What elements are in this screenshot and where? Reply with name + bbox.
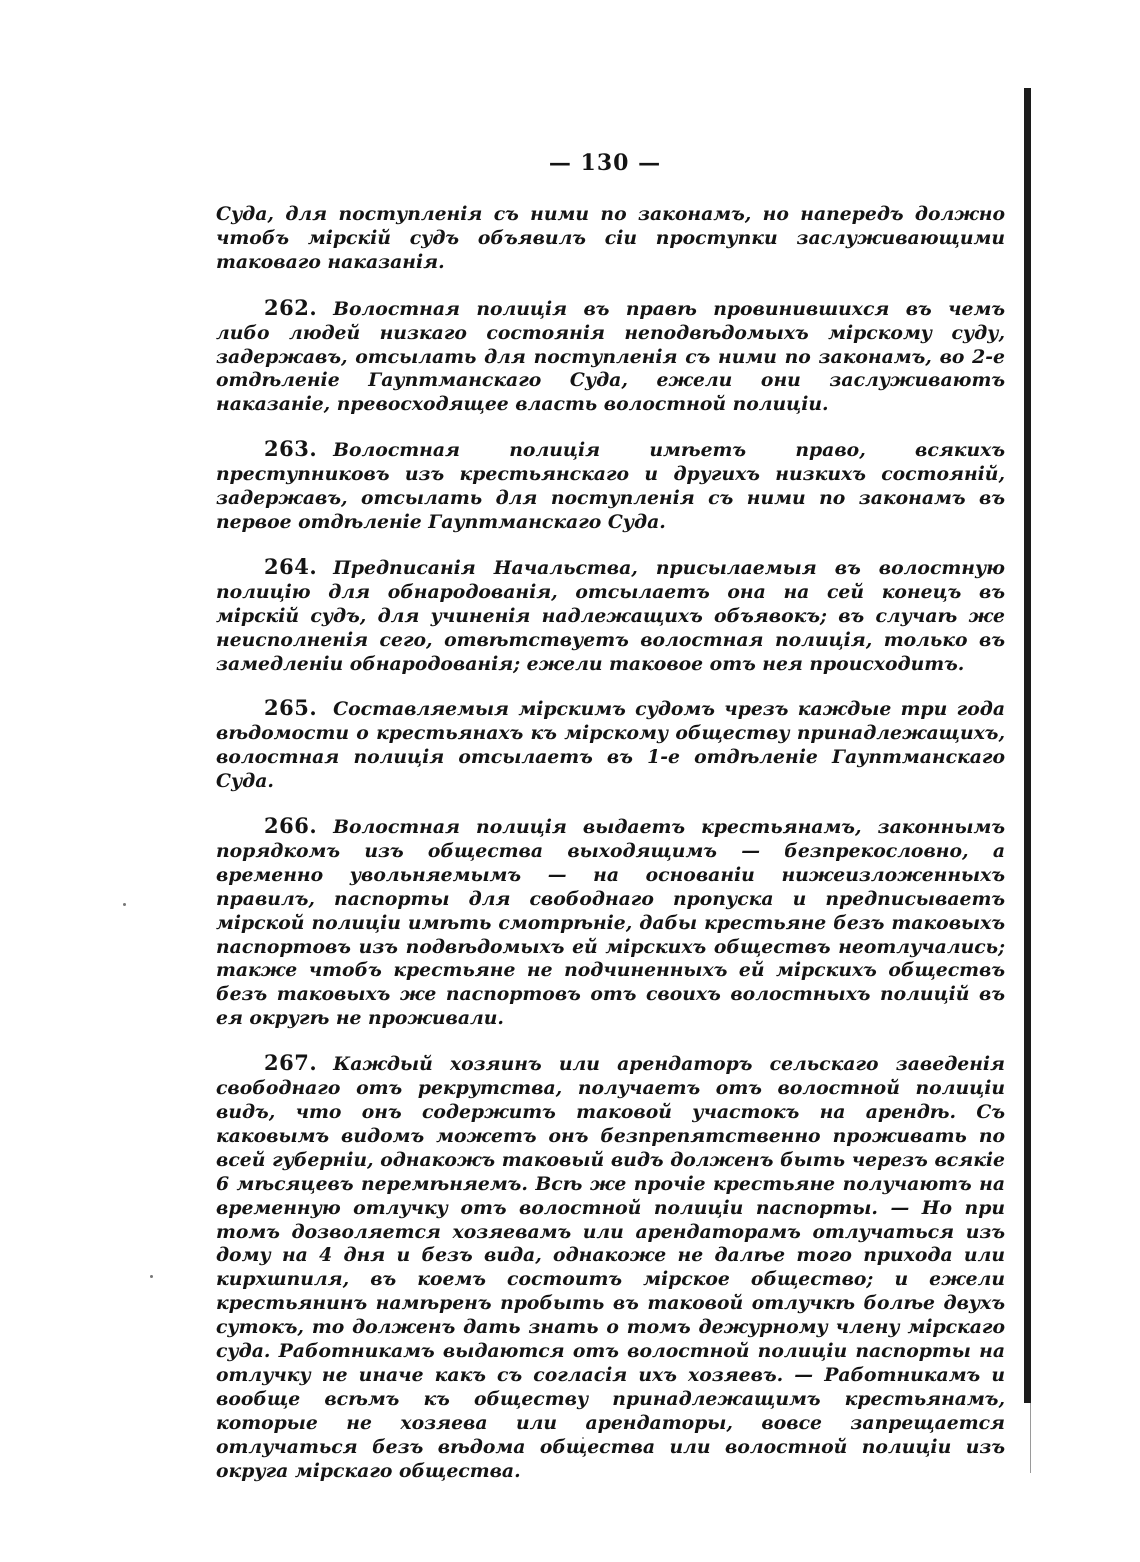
article-262 <box>216 296 1005 418</box>
article-text: Составляемыя мірскимъ судомъ чрезъ каждые три года вѣдомости о крестьянахъ къ мірскому обществу принадлежащихъ, волостная полиція отсылаетъ въ 1-е отдѣленіе Гауптманскаго Суда. <box>216 698 1005 793</box>
binding-edge-line <box>1030 1403 1031 1473</box>
article-number: 267. <box>264 1050 318 1076</box>
article-text: Волостная полиція въ правѣ провинившихся въ чемъ либо людей низкаго состоянія неподвѣдомыхъ мірскому суду, задержавъ, отсылать для поступленія съ ними по законамъ, во 2-е отдѣленіе Гауптманскаго Суда, ежели они заслуживаютъ наказаніе, превосходящее власть волостной полиціи. <box>216 297 1005 416</box>
body-text <box>216 203 1005 1504</box>
article-number: 264. <box>264 553 318 579</box>
article-number: 265. <box>264 695 318 721</box>
article-267 <box>216 1051 1005 1483</box>
article-263 <box>216 437 1005 535</box>
paper-speck <box>123 903 126 906</box>
page-number: — 130 — <box>548 150 662 176</box>
article-text: Волостная полиція выдаетъ крестьянамъ, законнымъ порядкомъ изъ общества выходящимъ — безпрекословно, а временно увольняемымъ — на основаніи нижеизложенныхъ правилъ, паспорты для свободнаго пропуска и предписываетъ мірской полиціи имѣть смотрѣніе, дабы крестьяне безъ таковыхъ паспортовъ изъ подвѣдомыхъ ей мірскихъ обществъ неотлучались; также чтобъ крестьяне не подчиненныхъ ей мірскихъ обществъ безъ таковыхъ же паспортовъ отъ своихъ волостныхъ полицій въ ея округѣ не проживали. <box>216 816 1005 1030</box>
article-264 <box>216 555 1005 677</box>
binding-edge-shadow <box>1024 88 1031 1403</box>
article-text: Волостная полиція имѣетъ право, всякихъ преступниковъ изъ крестьянскаго и другихъ низкихъ состояній, задержавъ, отсылать для поступленія съ ними по законамъ въ первое отдѣленіе Гауптманскаго Суда. <box>216 439 1005 533</box>
article-number: 262. <box>264 294 318 320</box>
article-number: 263. <box>264 436 318 462</box>
article-text: Каждый хозяинъ или арендаторъ сельскаго заведенія свободнаго отъ рекрутства, получаетъ отъ волостной полиціи видъ, что онъ содержитъ таковой участокъ на арендѣ. Съ каковымъ видомъ можетъ онъ безпрепятственно проживать по всей губерніи, однакожъ таковый видъ долженъ быть черезъ всякіе 6 мѣсяцевъ перемѣняемъ. Всѣ же прочіе крестьяне получаютъ на временную отлучку отъ волостной полиціи паспорты. — Но при томъ дозволяется хозяевамъ или арендаторамъ отлучаться изъ дому на 4 дня и безъ вида, однакоже не далѣе того прихода или кирхшпиля, въ коемъ состоитъ мірское общество; и ежели крестьянинъ намѣренъ пробыть въ таковой отлучкѣ болѣе двухъ сутокъ, то долженъ дать знать о томъ дежурному члену мірскаго суда. Работникамъ выдаются отъ волостной полиціи паспорты на отлучку не иначе какъ съ согласія ихъ хозяевъ. — Работникамъ и вообще всѣмъ къ обществу принадлежащимъ крестьянамъ, которые не хозяева или арендаторы, вовсе запрещается отлучаться безъ вѣдома общества или волостной полиціи изъ округа мірскаго общества. <box>216 1053 1005 1482</box>
paper-speck <box>150 1275 153 1278</box>
continuation-paragraph: Суда, для поступленія съ ними по законамъ, но напередъ должно чтобъ мірскій судъ объявилъ сіи проступки заслуживающими таковаго наказанія. <box>216 203 1005 273</box>
article-text: Предписанія Начальства, присылаемыя въ волостную полицію для обнародованія, отсылаетъ она на сей конецъ въ мірскій судъ, для учиненія надлежащихъ объявокъ; въ случаѣ же неисполненія сего, отвѣтствуетъ волостная полиція, только въ замедленіи обнародованія; ежели таковое отъ нея происходитъ. <box>216 556 1005 675</box>
article-265 <box>216 696 1005 794</box>
article-number: 266. <box>264 813 318 839</box>
article-266 <box>216 814 1005 1031</box>
